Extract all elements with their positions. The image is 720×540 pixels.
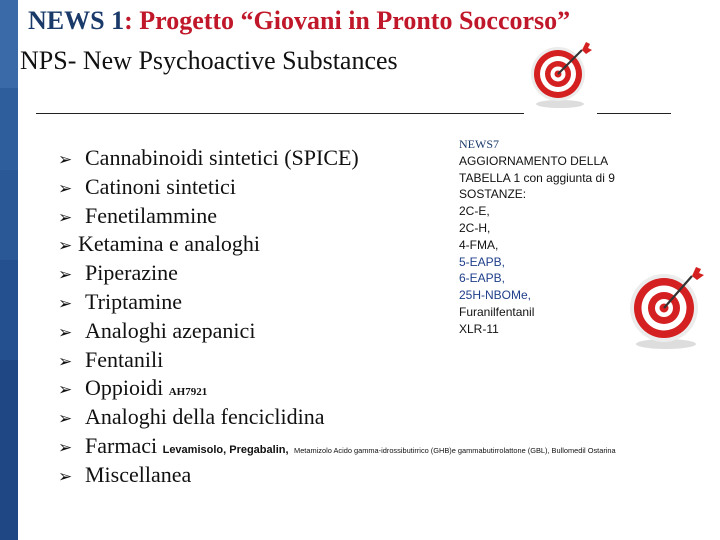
- list-item: ➢ Analoghi della fenciclidina: [58, 403, 616, 432]
- arrow-bullet-icon: ➢: [58, 150, 73, 170]
- arrow-bullet-icon: ➢: [58, 322, 73, 343]
- news-line: 5-EAPB,: [459, 254, 506, 269]
- news-line: 2C-H,: [459, 220, 491, 235]
- list-item: ➢ Fentanili: [58, 346, 616, 375]
- list-item: ➢ Cannabinoidi sintetici (SPICE): [58, 144, 616, 173]
- news-line: TABELLA 1 con aggiunta di 9: [459, 170, 615, 185]
- list-item: ➢ Miscellanea: [58, 461, 616, 490]
- arrow-bullet-icon: ➢: [58, 380, 73, 401]
- item-note: AH7921: [168, 386, 208, 399]
- divider-line-short: [597, 113, 671, 114]
- arrow-bullet-icon: ➢: [58, 207, 73, 228]
- item-note-small: Metamizolo Acido gamma-idrossibutirrico (GHB)e gammabutirrolattone (GBL), Bullomedil Ostarina: [294, 445, 616, 455]
- list-item: ➢ Ketamina e analoghi: [58, 230, 616, 259]
- list-item: ➢ Oppioidi AH7921: [58, 374, 616, 403]
- news-line: 25H-NBOMe,: [459, 288, 532, 303]
- slide-title: [28, 6, 570, 36]
- arrow-bullet-icon: ➢: [58, 466, 73, 487]
- news-header: NEWS7: [459, 137, 499, 151]
- item-note: Levamisolo, Pregabalin,: [162, 443, 289, 456]
- arrow-bullet-icon: ➢: [58, 293, 73, 314]
- arrow-bullet-icon: ➢: [58, 409, 73, 430]
- news-line: XLR-11: [459, 321, 499, 336]
- arrow-bullet-icon: ➢: [58, 351, 73, 372]
- list-item: ➢ Piperazine: [58, 259, 616, 288]
- target-icon: [526, 38, 596, 110]
- news-line: SOSTANZE:: [459, 187, 527, 202]
- list-item: ➢ Analoghi azepanici: [58, 317, 616, 346]
- news-line: 2C-E,: [459, 204, 490, 219]
- news-line: 6-EAPB,: [459, 271, 506, 286]
- slide-subtitle: NPS- New Psychoactive Substances: [20, 46, 398, 75]
- news-panel: [459, 136, 615, 338]
- list-item: ➢ Triptamine: [58, 288, 616, 317]
- news-line: Furanilfentanil: [459, 304, 535, 319]
- news-line: AGGIORNAMENTO DELLA: [459, 153, 609, 168]
- arrow-bullet-icon: ➢: [58, 437, 73, 458]
- list-item: ➢ Farmaci Levamisolo, Pregabalin, Metamizolo Acido gamma-idrossibutirrico (GHB)e gammabutirrolattone (GBL), Bullomedil Ostarina: [58, 432, 616, 461]
- title-prefix: NEWS 1: [28, 6, 125, 35]
- arrow-bullet-icon: ➢: [58, 178, 73, 199]
- title-colon: :: [124, 6, 133, 35]
- arrow-bullet-icon: ➢: [58, 236, 73, 257]
- title-highlight: Progetto “Giovani in Pronto Soccorso”: [139, 6, 571, 35]
- divider-line: [36, 113, 524, 114]
- left-accent-bar: [0, 0, 18, 540]
- arrow-bullet-icon: ➢: [58, 265, 73, 286]
- news-line: 4-FMA,: [459, 237, 499, 252]
- list-item: ➢ Catinoni sintetici: [58, 173, 616, 202]
- target-icon: [626, 262, 708, 352]
- list-item: ➢ Fenetilammine: [58, 202, 616, 231]
